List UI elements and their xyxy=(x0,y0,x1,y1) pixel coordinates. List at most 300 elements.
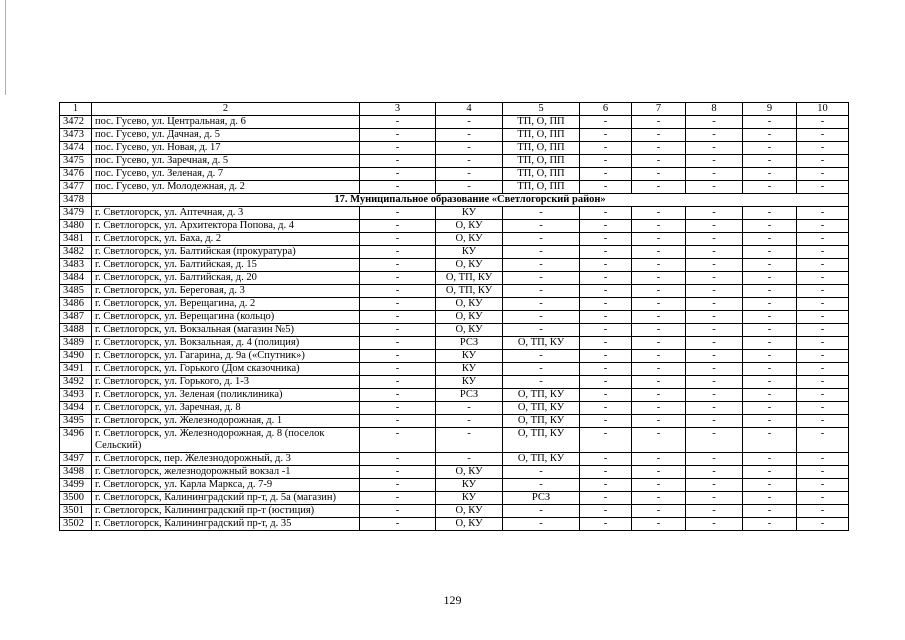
value-cell: - xyxy=(360,285,436,298)
value-cell: О, ТП, КУ xyxy=(503,415,580,428)
row-number-cell: 3489 xyxy=(60,337,92,350)
value-cell: - xyxy=(360,233,436,246)
value-cell: О, КУ xyxy=(436,298,503,311)
row-number-cell: 3476 xyxy=(60,168,92,181)
value-cell: О, КУ xyxy=(436,505,503,518)
value-cell: - xyxy=(580,298,632,311)
table-row xyxy=(60,479,849,492)
table-row xyxy=(60,518,849,531)
table-row xyxy=(60,492,849,505)
value-cell: - xyxy=(360,181,436,194)
table-row xyxy=(60,116,849,129)
value-cell: - xyxy=(743,505,797,518)
value-cell: - xyxy=(797,233,849,246)
address-cell: г. Светлогорск, ул. Зеленая (поликлиника) xyxy=(92,389,360,402)
row-number-cell: 3502 xyxy=(60,518,92,531)
section-title: 17. Муниципальное образование «Светлогорский район» xyxy=(92,194,849,207)
value-cell: - xyxy=(360,259,436,272)
value-cell: КУ xyxy=(436,363,503,376)
value-cell: 9 xyxy=(743,103,797,116)
value-cell: - xyxy=(580,116,632,129)
value-cell: - xyxy=(743,311,797,324)
value-cell: - xyxy=(580,129,632,142)
value-cell: - xyxy=(360,155,436,168)
value-cell: - xyxy=(686,415,743,428)
table-row xyxy=(60,246,849,259)
table-row xyxy=(60,402,849,415)
value-cell: О, ТП, КУ xyxy=(503,428,580,453)
value-cell: - xyxy=(360,220,436,233)
value-cell: КУ xyxy=(436,350,503,363)
value-cell: О, КУ xyxy=(436,466,503,479)
address-cell: г. Светлогорск, ул. Вокзальная, д. 4 (полиция) xyxy=(92,337,360,350)
value-cell: - xyxy=(632,324,686,337)
value-cell: - xyxy=(686,272,743,285)
table-row xyxy=(60,155,849,168)
value-cell: - xyxy=(436,453,503,466)
address-cell: г. Светлогорск, Калининградский пр-т (юстиция) xyxy=(92,505,360,518)
address-cell: г. Светлогорск, ул. Аптечная, д. 3 xyxy=(92,207,360,220)
value-cell: - xyxy=(360,428,436,453)
table-row xyxy=(60,272,849,285)
value-cell: - xyxy=(580,518,632,531)
table-row xyxy=(60,207,849,220)
value-cell: - xyxy=(797,324,849,337)
value-cell: - xyxy=(436,402,503,415)
margin-line xyxy=(5,0,6,95)
value-cell: - xyxy=(503,324,580,337)
row-number-cell: 3490 xyxy=(60,350,92,363)
value-cell: - xyxy=(686,337,743,350)
value-cell: - xyxy=(503,466,580,479)
value-cell: - xyxy=(686,233,743,246)
value-cell: - xyxy=(797,505,849,518)
value-cell: - xyxy=(797,155,849,168)
header-row xyxy=(60,103,849,116)
value-cell: О, КУ xyxy=(436,518,503,531)
row-number-cell: 3497 xyxy=(60,453,92,466)
value-cell: - xyxy=(743,246,797,259)
value-cell: - xyxy=(580,376,632,389)
value-cell: - xyxy=(360,246,436,259)
address-cell: г. Светлогорск, ул. Горького, д. 1-3 xyxy=(92,376,360,389)
value-cell: - xyxy=(632,505,686,518)
row-number-cell: 3501 xyxy=(60,505,92,518)
value-cell: - xyxy=(503,298,580,311)
value-cell: - xyxy=(686,453,743,466)
value-cell: - xyxy=(360,505,436,518)
value-cell: - xyxy=(580,402,632,415)
value-cell: - xyxy=(503,246,580,259)
address-cell: г. Светлогорск, ул. Балтийская (прокуратура) xyxy=(92,246,360,259)
value-cell: - xyxy=(686,246,743,259)
table-row xyxy=(60,363,849,376)
value-cell: - xyxy=(743,116,797,129)
row-number-cell: 3482 xyxy=(60,246,92,259)
value-cell: - xyxy=(632,155,686,168)
row-number-cell: 3478 xyxy=(60,194,92,207)
value-cell: ТП, О, ПП xyxy=(503,181,580,194)
value-cell: - xyxy=(632,220,686,233)
value-cell: ТП, О, ПП xyxy=(503,116,580,129)
value-cell: - xyxy=(797,466,849,479)
address-cell: г. Светлогорск, ул. Железнодорожная, д. 1 xyxy=(92,415,360,428)
value-cell: - xyxy=(686,479,743,492)
value-cell: 3 xyxy=(360,103,436,116)
address-cell: г. Светлогорск, железнодорожный вокзал -1 xyxy=(92,466,360,479)
value-cell: - xyxy=(797,285,849,298)
value-cell: - xyxy=(503,350,580,363)
value-cell: - xyxy=(580,207,632,220)
address-cell: г. Светлогорск, пер. Железнодорожный, д. 3 xyxy=(92,453,360,466)
value-cell: - xyxy=(632,363,686,376)
value-cell: О, КУ xyxy=(436,311,503,324)
value-cell: - xyxy=(580,233,632,246)
row-number-cell: 1 xyxy=(60,103,92,116)
table-row xyxy=(60,298,849,311)
value-cell: - xyxy=(503,363,580,376)
row-number-cell: 3492 xyxy=(60,376,92,389)
row-number-cell: 3491 xyxy=(60,363,92,376)
table-row xyxy=(60,389,849,402)
value-cell: О, ТП, КУ xyxy=(436,272,503,285)
value-cell: - xyxy=(360,402,436,415)
table-row xyxy=(60,285,849,298)
value-cell: - xyxy=(632,259,686,272)
value-cell: - xyxy=(743,142,797,155)
value-cell: - xyxy=(632,298,686,311)
value-cell: - xyxy=(436,116,503,129)
value-cell: - xyxy=(436,142,503,155)
row-number-cell: 3498 xyxy=(60,466,92,479)
value-cell: - xyxy=(686,116,743,129)
value-cell: - xyxy=(580,142,632,155)
value-cell: - xyxy=(360,453,436,466)
table-row xyxy=(60,168,849,181)
value-cell: - xyxy=(632,233,686,246)
address-cell: пос. Гусево, ул. Молодежная, д. 2 xyxy=(92,181,360,194)
value-cell: - xyxy=(743,337,797,350)
value-cell: - xyxy=(686,129,743,142)
table-row xyxy=(60,129,849,142)
value-cell: - xyxy=(686,402,743,415)
value-cell: - xyxy=(797,428,849,453)
row-number-cell: 3494 xyxy=(60,402,92,415)
table-body xyxy=(60,103,849,531)
value-cell: - xyxy=(632,518,686,531)
value-cell: - xyxy=(360,272,436,285)
value-cell: - xyxy=(632,129,686,142)
row-number-cell: 3496 xyxy=(60,428,92,453)
value-cell: - xyxy=(360,376,436,389)
value-cell: - xyxy=(686,285,743,298)
row-number-cell: 3488 xyxy=(60,324,92,337)
address-cell: пос. Гусево, ул. Новая, д. 17 xyxy=(92,142,360,155)
row-number-cell: 3486 xyxy=(60,298,92,311)
value-cell: - xyxy=(632,492,686,505)
value-cell: - xyxy=(580,505,632,518)
value-cell: - xyxy=(503,479,580,492)
value-cell: 7 xyxy=(632,103,686,116)
value-cell: - xyxy=(686,505,743,518)
value-cell: - xyxy=(580,168,632,181)
value-cell: - xyxy=(580,285,632,298)
value-cell: - xyxy=(580,311,632,324)
table-row xyxy=(60,311,849,324)
value-cell: - xyxy=(743,259,797,272)
address-cell: пос. Гусево, ул. Дачная, д. 5 xyxy=(92,129,360,142)
value-cell: - xyxy=(797,337,849,350)
value-cell: - xyxy=(743,181,797,194)
value-cell: - xyxy=(580,492,632,505)
row-number-cell: 3484 xyxy=(60,272,92,285)
address-cell: г. Светлогорск, ул. Баха, д. 2 xyxy=(92,233,360,246)
value-cell: - xyxy=(580,453,632,466)
value-cell: - xyxy=(503,505,580,518)
value-cell: - xyxy=(686,389,743,402)
value-cell: - xyxy=(360,207,436,220)
value-cell: - xyxy=(580,272,632,285)
address-cell: г. Светлогорск, ул. Верещагина, д. 2 xyxy=(92,298,360,311)
value-cell: - xyxy=(360,466,436,479)
register-table xyxy=(59,102,849,531)
value-cell: - xyxy=(632,389,686,402)
address-cell: г. Светлогорск, ул. Архитектора Попова, д. 4 xyxy=(92,220,360,233)
table-row xyxy=(60,181,849,194)
value-cell: О, ТП, КУ xyxy=(503,402,580,415)
address-cell: 2 xyxy=(92,103,360,116)
row-number-cell: 3479 xyxy=(60,207,92,220)
address-cell: г. Светлогорск, ул. Береговая, д. 3 xyxy=(92,285,360,298)
value-cell: - xyxy=(743,389,797,402)
value-cell: - xyxy=(632,453,686,466)
value-cell: - xyxy=(797,363,849,376)
table-row xyxy=(60,350,849,363)
value-cell: - xyxy=(580,337,632,350)
value-cell: - xyxy=(797,453,849,466)
value-cell: - xyxy=(360,298,436,311)
value-cell: - xyxy=(360,479,436,492)
table-row xyxy=(60,233,849,246)
value-cell: - xyxy=(686,298,743,311)
value-cell: - xyxy=(686,207,743,220)
row-number-cell: 3500 xyxy=(60,492,92,505)
table-row xyxy=(60,220,849,233)
value-cell: - xyxy=(743,285,797,298)
value-cell: - xyxy=(743,376,797,389)
value-cell: - xyxy=(503,233,580,246)
value-cell: - xyxy=(632,168,686,181)
value-cell: - xyxy=(360,363,436,376)
address-cell: г. Светлогорск, Калининградский пр-т, д. 5а (магазин) xyxy=(92,492,360,505)
value-cell: - xyxy=(580,350,632,363)
address-cell: г. Светлогорск, ул. Балтийская, д. 15 xyxy=(92,259,360,272)
value-cell: РСЗ xyxy=(503,492,580,505)
value-cell: - xyxy=(580,220,632,233)
value-cell: - xyxy=(743,492,797,505)
value-cell: 4 xyxy=(436,103,503,116)
table-row xyxy=(60,324,849,337)
value-cell: - xyxy=(797,518,849,531)
address-cell: пос. Гусево, ул. Заречная, д. 5 xyxy=(92,155,360,168)
value-cell: - xyxy=(686,376,743,389)
value-cell: - xyxy=(580,181,632,194)
value-cell: - xyxy=(797,168,849,181)
value-cell: - xyxy=(686,350,743,363)
value-cell: КУ xyxy=(436,207,503,220)
value-cell: - xyxy=(632,428,686,453)
value-cell: - xyxy=(743,298,797,311)
value-cell: - xyxy=(580,389,632,402)
value-cell: - xyxy=(686,168,743,181)
value-cell: - xyxy=(743,272,797,285)
row-number-cell: 3474 xyxy=(60,142,92,155)
value-cell: - xyxy=(743,466,797,479)
value-cell: - xyxy=(743,168,797,181)
value-cell: О, ТП, КУ xyxy=(436,285,503,298)
value-cell: - xyxy=(686,492,743,505)
value-cell: - xyxy=(503,220,580,233)
value-cell: - xyxy=(632,479,686,492)
value-cell: 5 xyxy=(503,103,580,116)
value-cell: - xyxy=(797,415,849,428)
value-cell: КУ xyxy=(436,479,503,492)
value-cell: О, КУ xyxy=(436,259,503,272)
value-cell: - xyxy=(580,428,632,453)
value-cell: ТП, О, ПП xyxy=(503,168,580,181)
row-number-cell: 3487 xyxy=(60,311,92,324)
value-cell: - xyxy=(632,415,686,428)
value-cell: - xyxy=(743,402,797,415)
value-cell: О, КУ xyxy=(436,324,503,337)
value-cell: 10 xyxy=(797,103,849,116)
value-cell: - xyxy=(360,492,436,505)
value-cell: - xyxy=(797,402,849,415)
value-cell: - xyxy=(743,363,797,376)
value-cell: - xyxy=(632,207,686,220)
value-cell: - xyxy=(632,142,686,155)
row-number-cell: 3472 xyxy=(60,116,92,129)
value-cell: О, ТП, КУ xyxy=(503,389,580,402)
value-cell: - xyxy=(743,233,797,246)
value-cell: - xyxy=(503,285,580,298)
value-cell: - xyxy=(743,324,797,337)
value-cell: - xyxy=(797,298,849,311)
value-cell: - xyxy=(743,220,797,233)
value-cell: - xyxy=(632,350,686,363)
address-cell: пос. Гусево, ул. Центральная, д. 6 xyxy=(92,116,360,129)
value-cell: - xyxy=(797,479,849,492)
value-cell: - xyxy=(686,142,743,155)
value-cell: - xyxy=(503,259,580,272)
value-cell: - xyxy=(360,116,436,129)
value-cell: - xyxy=(632,402,686,415)
value-cell: - xyxy=(797,181,849,194)
value-cell: - xyxy=(797,492,849,505)
value-cell: - xyxy=(436,129,503,142)
value-cell: ТП, О, ПП xyxy=(503,142,580,155)
value-cell: - xyxy=(686,311,743,324)
value-cell: - xyxy=(360,129,436,142)
value-cell: - xyxy=(503,376,580,389)
value-cell: - xyxy=(797,259,849,272)
value-cell: - xyxy=(686,466,743,479)
value-cell: - xyxy=(743,155,797,168)
address-cell: г. Светлогорск, ул. Горького (Дом сказочника) xyxy=(92,363,360,376)
row-number-cell: 3475 xyxy=(60,155,92,168)
value-cell: - xyxy=(436,415,503,428)
value-cell: О, КУ xyxy=(436,220,503,233)
value-cell: - xyxy=(436,168,503,181)
row-number-cell: 3495 xyxy=(60,415,92,428)
value-cell: - xyxy=(797,220,849,233)
value-cell: - xyxy=(436,155,503,168)
value-cell: КУ xyxy=(436,376,503,389)
table-row xyxy=(60,415,849,428)
section-row xyxy=(60,194,849,207)
value-cell: - xyxy=(632,181,686,194)
value-cell: - xyxy=(797,272,849,285)
value-cell: - xyxy=(360,311,436,324)
page-number: 129 xyxy=(443,593,462,607)
row-number-cell: 3480 xyxy=(60,220,92,233)
value-cell: - xyxy=(503,311,580,324)
row-number-cell: 3473 xyxy=(60,129,92,142)
value-cell: - xyxy=(743,207,797,220)
row-number-cell: 3499 xyxy=(60,479,92,492)
value-cell: - xyxy=(360,168,436,181)
value-cell: - xyxy=(580,415,632,428)
value-cell: РСЗ xyxy=(436,337,503,350)
address-cell: г. Светлогорск, ул. Карла Маркса, д. 7-9 xyxy=(92,479,360,492)
value-cell: КУ xyxy=(436,246,503,259)
value-cell: - xyxy=(580,466,632,479)
table-row xyxy=(60,505,849,518)
value-cell: - xyxy=(503,207,580,220)
value-cell: - xyxy=(686,220,743,233)
value-cell: - xyxy=(797,311,849,324)
row-number-cell: 3485 xyxy=(60,285,92,298)
value-cell: КУ xyxy=(436,492,503,505)
value-cell: - xyxy=(580,259,632,272)
row-number-cell: 3481 xyxy=(60,233,92,246)
value-cell: - xyxy=(360,350,436,363)
value-cell: - xyxy=(360,337,436,350)
value-cell: - xyxy=(743,415,797,428)
value-cell: - xyxy=(797,116,849,129)
value-cell: - xyxy=(797,129,849,142)
value-cell: РСЗ xyxy=(436,389,503,402)
value-cell: - xyxy=(743,453,797,466)
value-cell: - xyxy=(632,285,686,298)
value-cell: - xyxy=(797,246,849,259)
value-cell: - xyxy=(743,428,797,453)
value-cell: - xyxy=(797,376,849,389)
row-number-cell: 3493 xyxy=(60,389,92,402)
value-cell: - xyxy=(797,389,849,402)
value-cell: ТП, О, ПП xyxy=(503,155,580,168)
value-cell: - xyxy=(580,246,632,259)
address-cell: г. Светлогорск, ул. Верещагина (кольцо) xyxy=(92,311,360,324)
value-cell: - xyxy=(503,272,580,285)
value-cell: - xyxy=(580,324,632,337)
value-cell: - xyxy=(360,415,436,428)
value-cell: - xyxy=(632,246,686,259)
table-row xyxy=(60,428,849,453)
value-cell: - xyxy=(360,518,436,531)
value-cell: - xyxy=(743,518,797,531)
address-cell: г. Светлогорск, ул. Гагарина, д. 9а («Спутник») xyxy=(92,350,360,363)
